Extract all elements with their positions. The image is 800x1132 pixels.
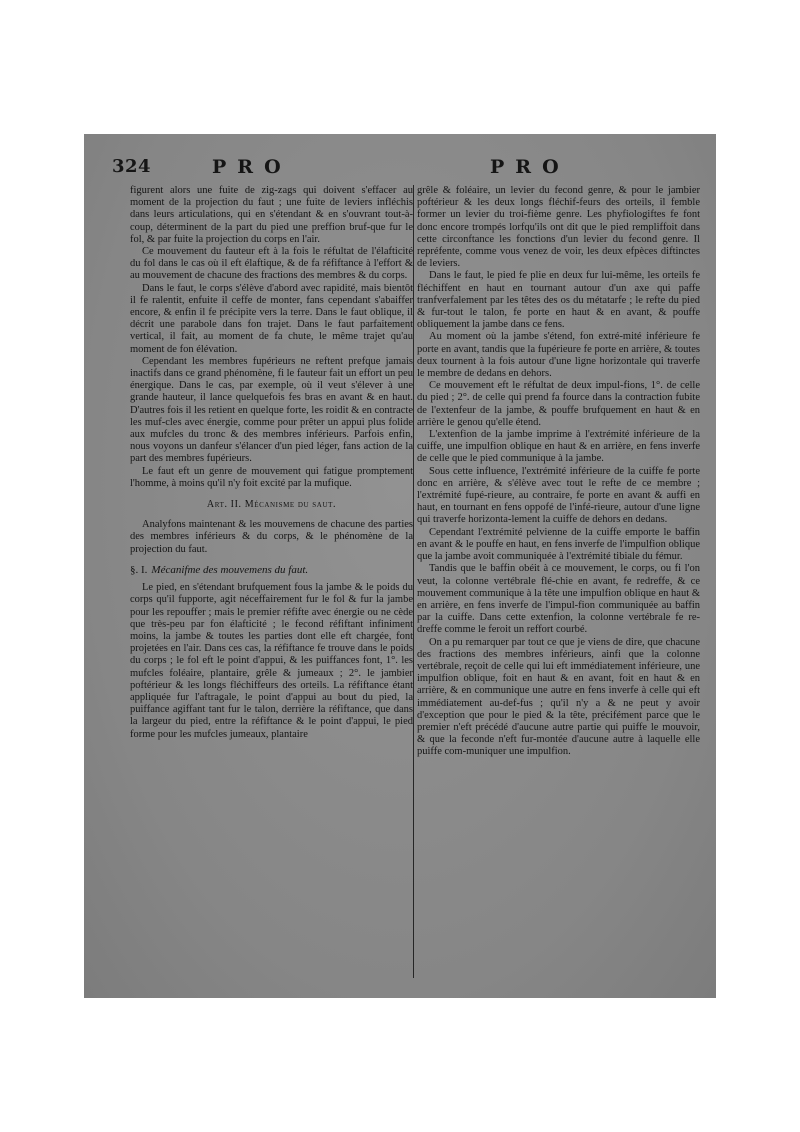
- paragraph: Tandis que le baffin obéit à ce mouvement, le corps, ou fi l'on veut, la colonne vertébrale flé-chie en avant, fe redreffe, & ce mouvement communique à la tête une impulfion oblique en haut & en arrière, en fens inverfe de l'impul-fion communiquée au baffin par la cuiffe. Dans cette extenfion, la colonne vertébrale fe re-dreffe comme le feroit un reffort courbé.: [417, 563, 700, 636]
- paragraph: grêle & foléaire, un levier du fecond genre, & pour le jambier poftérieur & les deux longs fléchif-feurs des orteils, il femble former un levier du troi-fième genre. Les phyfiologiftes fe font donc encore trompés lorfqu'ils ont dit que le pied rempliffoit dans cette circonftance les fonctions d'un levier du fecond genre. Il repréfente, comme vous venez de voir, les deux efpèces diftinctes de leviers.: [417, 185, 700, 270]
- paragraph: Le faut eft un genre de mouvement qui fatigue promptement l'homme, à moins qu'il n'y foit excité par la mufique.: [130, 465, 413, 489]
- paragraph: Cependant les membres fupérieurs ne reftent prefque jamais inactifs dans ce grand phénomène, fi le fauteur fait un effort un peu énergique. Dans le cas, par exemple, où il veut s'élever à une grande hauteur, il lance quelquefois fes bras en avant & en haut. D'autres fois il les retient en quelque forte, les roidit & en contracte les muf-cles avec énergie, comme pour prêter un appui plus folide aux mufcles du tronc & des membres inférieurs. Parfois enfin, nous voyons un danfeur s'élancer d'un pied léger, fans action de la part des membres fupérieurs.: [130, 355, 413, 465]
- paragraph: L'extenfion de la jambe imprime à l'extrémité inférieure de la cuiffe, une impulfion oblique en haut & en arrière, en fens inverfe de celle que le pied communique à la jambe.: [417, 429, 700, 465]
- left-column: [130, 185, 413, 741]
- page-number: 324: [112, 156, 152, 177]
- column-divider: [413, 185, 414, 978]
- scanned-page: [84, 134, 716, 998]
- right-column: [417, 185, 700, 759]
- paragraph: Analyfons maintenant & les mouvemens de chacune des parties des membres inférieurs & du corps, & le phénomène de la projection du faut.: [130, 519, 413, 555]
- running-header: [112, 156, 686, 180]
- section-heading: [130, 564, 413, 576]
- paragraph: Ce mouvement eft le réfultat de deux impul-fions, 1°. de celle du pied ; 2°. de celle qui prend fa fource dans la contraction fubite de l'extenfeur de la jambe, & pouffe brufquement en haut & en arrière le genou qu'elle étend.: [417, 380, 700, 428]
- paragraph: Le pied, en s'étendant brufquement fous la jambe & le poids du corps qu'il fupporte, agit néceffairement fur le fol & fur la jambe pour les repouffer ; mais le premier réfifte avec énergie ou ne cède que très-peu par fon élafticité ; le fecond réfiftant infiniment moins, la jambe & toutes les parties dont elle eft chargée, font projetées en l'air. Dans ces cas, la réfiftance fe trouve dans le poids du corps ; le fol eft le point d'appui, & les puiffances font, 1°. les mufcles foléaire, plantaire, grêle & jumeaux ; 2°. le jambier poftérieur & les longs fléchiffeurs des orteils. La réfiftance étant appliquée fur l'aftragale, le point d'appui au bout du pied, la puiffance agiffant tant fur le talon, derrière la réfiftance, que dans la largeur du pied, entre la réfiftance & le point d'appui, le pied forme pour les mufcles jumeaux, plantaire: [130, 582, 413, 740]
- section-title: Mécanifme des mouvemens du faut.: [151, 563, 309, 576]
- header-right: PRO: [490, 156, 570, 178]
- paragraph: Au moment où la jambe s'étend, fon extré-mité inférieure fe porte en avant, tandis que la fupérieure fe porte en arrière, & toutes deux tournent à la fois autour d'une ligne horizontale qui traverfe le membre de dedans en dehors.: [417, 331, 700, 380]
- paragraph: Dans le faut, le pied fe plie en deux fur lui-même, les orteils fe fléchiffent en haut en tournant autour d'un axe qui paffe tranfverfalement par les têtes des os du métatarfe ; le refte du pied & fur-tout le talon, fe porte en haut & en avant, & pouffe obliquement la jambe dans ce fens.: [417, 270, 700, 331]
- paragraph: figurent alors une fuite de zig-zags qui doivent s'effacer au moment de la projection du faut ; une fuite de leviers infléchis dans leurs articulations, qui en s'étendant & en s'ouvrant tout-à-coup, déterminent de la part du pied une preffion bruf-que fur le fol, & par fuite la projection du corps en l'air.: [130, 185, 413, 245]
- paragraph: Cependant l'extrémité pelvienne de la cuiffe emporte le baffin en avant & le pouffe en haut, en fens inverfe de l'impulfion oblique que la jambe avoit communiquée à l'extrémité tibiale du fémur.: [417, 526, 700, 563]
- paragraph: On a pu remarquer par tout ce que je viens de dire, que chacune des fractions des membres inférieurs, ainfi que la colonne vertébrale, reçoit de celle qui lui eft immédiatement inférieure, une impulfion oblique, foit en haut & en avant, foit en haut & en arrière, & en communique une autre en fens inverfe à celle qui eft immédiatement au-def-fus ; qu'il n'y a & ne peut y avoir d'exception que pour le pied & la tête, précifément parce que le premier n'eft précédé d'aucune autre partie qui puiffe le mouvoir, & que la feconde n'eft fur-montée d'aucune autre à laquelle elle puiffe com-muniquer une impulfion.: [417, 636, 700, 758]
- section-number: §. I.: [130, 563, 148, 576]
- paragraph: Dans le faut, le corps s'élève d'abord avec rapidité, mais bientôt il fe ralentit, enfuite il ceffe de monter, fans cependant s'abaiffer encore, & enfin il fe précipite vers la terre. Dans le faut oblique, il décrit une parabole dans fon trajet. Dans le faut parfaitement vertical, il fait, au moment de fa chute, le même trajet qu'au moment de fon élévation.: [130, 282, 413, 355]
- article-heading: Art. II. Mécanisme du saut.: [206, 499, 337, 511]
- paragraph: Sous cette influence, l'extrémité inférieure de la cuiffe fe porte donc en arrière, & s'élève avec tout le refte de ce membre ; l'extrémité fupé-rieure, au contraire, fe porte en avant & auffi en haut, en tournant en fens oppofé de l'infé-rieure, autour d'une ligne qui traverfe horizonta-lement la cuiffe de dehors en dedans.: [417, 465, 700, 526]
- header-left: PRO: [212, 156, 292, 178]
- paragraph: Ce mouvement du fauteur eft à la fois le réfultat de l'élafticité du fol dans le cas où il eft élaftique, & de fa réfiftance à l'effort & au mouvement de chacune des fractions des membres & du corps.: [130, 246, 413, 282]
